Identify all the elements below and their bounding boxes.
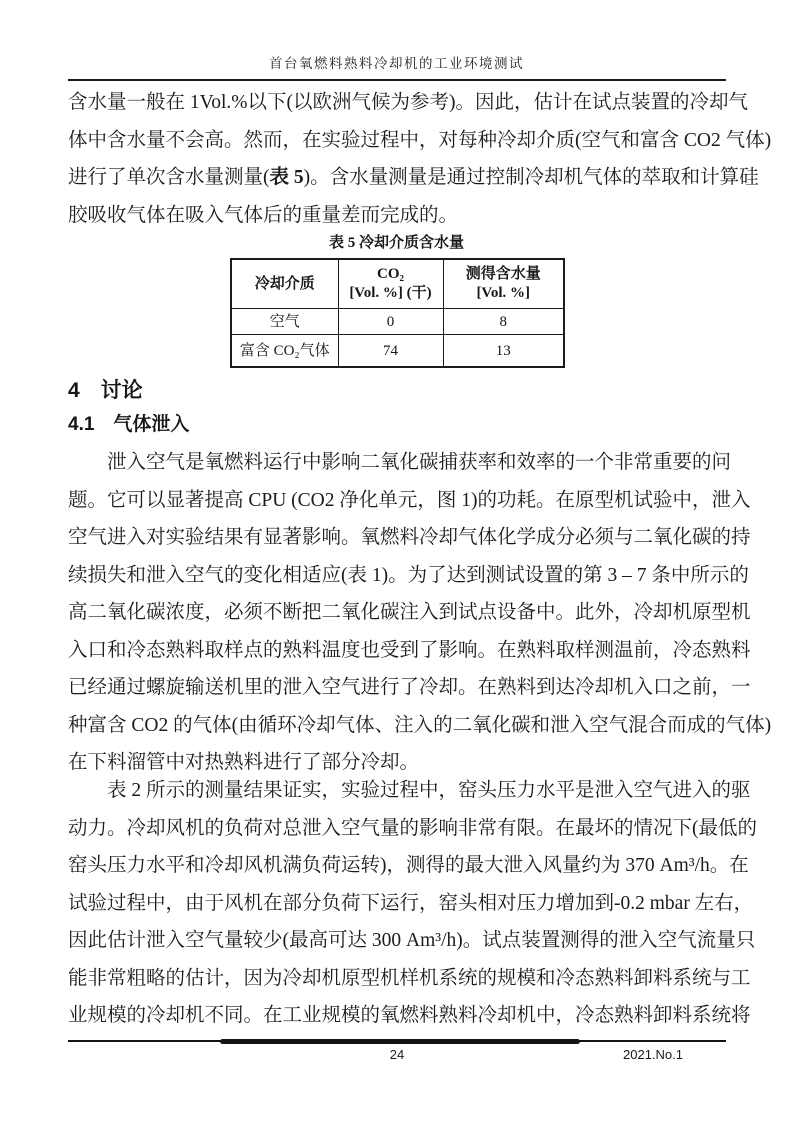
text-line: 表 2 所示的测量结果证实，实验过程中，窑头压力水平是泄入空气进入的驱	[68, 780, 751, 801]
bold-text: 表 5	[269, 167, 304, 188]
text-line: 试验过程中，由于风机在部分负荷下运行，窑头相对压力增加到-0.2 mbar 左右，	[68, 892, 754, 914]
table-row-co2-rich	[231, 335, 564, 368]
text-line: 因此估计泄入空气量较少(最高可达 300 Am³/h)。试点装置测得的泄入空气流量只	[68, 930, 756, 951]
text-line: 泄入空气是氧燃料运行中影响二氧化碳捕获率和效率的一个非常重要的问	[68, 452, 732, 473]
header-rule	[68, 79, 726, 81]
paragraph-air-leakage	[68, 444, 772, 782]
text-line: 体中含水量不会高。然而，在实验过程中，对每种冷却介质(空气和富含 CO2 气体)	[68, 129, 772, 151]
text-line: 胶吸收气体在吸入气体后的重量差而完成的。	[68, 204, 459, 226]
water-content-table	[230, 258, 565, 368]
text-line: 入口和冷态熟料取样点的熟料温度也受到了影响。在熟料取样测温前，冷态熟料	[68, 639, 751, 661]
text-line: 已经通过螺旋输送机里的泄入空气进行了冷却。在熟料到达冷却机入口之前，一	[68, 677, 751, 698]
table-header-row	[231, 259, 564, 309]
paragraph-water-content	[68, 84, 772, 234]
text-line: 续损失和泄入空气的变化相适应(表 1)。为了达到测试设置的第 3 – 7 条中所示的	[68, 564, 749, 586]
text-line: 窑头压力水平和冷却风机满负荷运转)，测得的最大泄入风量约为 370 Am³/h。在	[68, 855, 749, 876]
text-line: 含水量一般在 1Vol.%以下(以欧洲气候为参考)。因此，估计在试点装置的冷却气	[68, 92, 748, 113]
column-header-water: 测得含水量 [Vol. %]	[443, 259, 564, 309]
text-line: 空气进入对实验结果有显著影响。氧燃料冷却气体化学成分必须与二氧化碳的持	[68, 527, 751, 548]
table-cell: 0	[338, 309, 443, 335]
subsection-heading-gas-leakage: 4.1 气体泄入	[68, 414, 190, 435]
text-line: 能非常粗略的估计，因为冷却机原型机样机系统的规模和冷态熟料卸料系统与工	[68, 967, 751, 989]
journal-issue: 2021.No.1	[623, 1047, 683, 1062]
table-cell: 空气	[231, 309, 338, 335]
running-title: 首台氧燃料熟料冷却机的工业环境测试	[269, 56, 524, 71]
table-cell: 8	[443, 309, 564, 335]
table5	[230, 258, 565, 368]
footer-rule-bulge	[220, 1039, 580, 1044]
table-cell: 13	[443, 335, 564, 368]
text-line: 进行了单次含水量测量(表 5)。含水量测量是通过控制冷却机气体的萃取和计算硅	[68, 167, 759, 188]
text-line: 业规模的冷却机不同。在工业规模的氧燃料熟料冷却机中，冷态熟料卸料系统将	[68, 1005, 751, 1026]
table-cell: 富含 CO₂气体	[231, 335, 338, 368]
text-line: 在下料溜管中对热熟料进行了部分冷却。	[68, 752, 420, 773]
paragraph-measurement-results	[68, 772, 757, 1035]
page-number: 24	[389, 1047, 405, 1062]
section-heading-discussion: 4 讨论	[68, 379, 143, 402]
table-row-air	[231, 309, 564, 335]
text-line: 种富含 CO2 的气体(由循环冷却气体、注入的二氧化碳和泄入空气混合而成的气体)	[68, 714, 772, 736]
table5-caption: 表 5 冷却介质含水量	[328, 235, 464, 251]
text-line: 高二氧化碳浓度，必须不断把二氧化碳注入到试点设备中。此外，冷却机原型机	[68, 602, 751, 623]
table-cell: 74	[338, 335, 443, 368]
text-line: 动力。冷却风机的负荷对总泄入空气量的影响非常有限。在最坏的情况下(最低的	[68, 817, 757, 839]
page-footer	[68, 1046, 726, 1064]
column-header-medium: 冷却介质	[231, 259, 338, 309]
column-header-co2: CO₂ [Vol. %] (干)	[338, 259, 443, 309]
text-line: 题。它可以显著提高 CPU (CO2 净化单元，图 1)的功耗。在原型机试验中，泄入	[68, 489, 751, 511]
